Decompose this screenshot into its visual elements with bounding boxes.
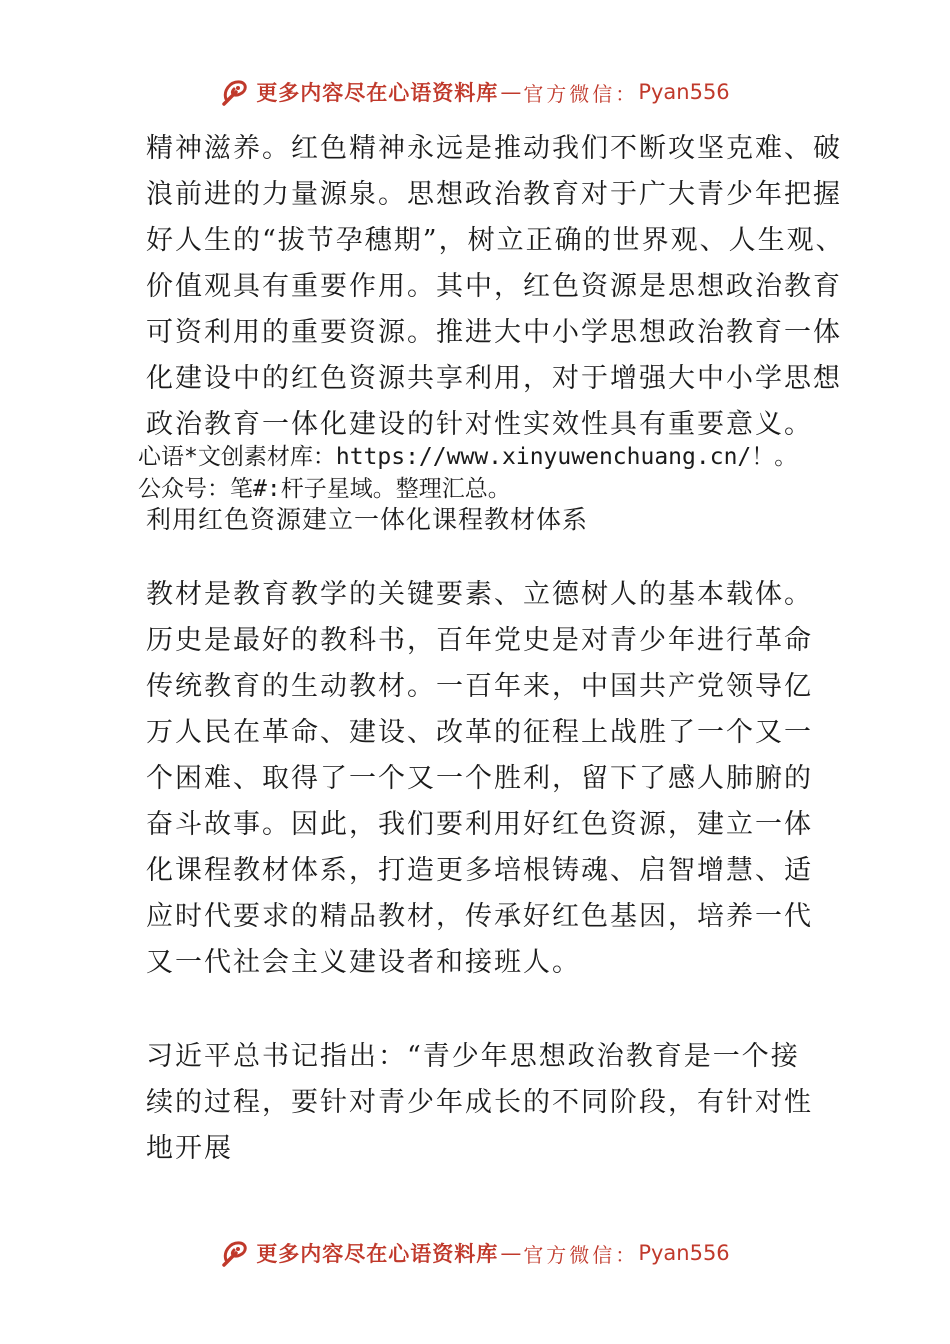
banner-wechat-label: 官方微信： [523, 1242, 639, 1267]
footer-banner [0, 1231, 950, 1275]
body-paragraph-2: 教材是教育教学的关键要素、立德树人的基本载体。历史是最好的教科书，百年党史是对青少年进行革命传统教育的生动教材。一百年来，中国共产党领导亿万人民在革命、建设、改革的征程上战胜了一个又一个困难、取得了一个又一个胜利，留下了感人肺腑的奋斗故事。因此，我们要利用好红色资源，建立一体化课程教材体系，打造更多培根铸魂、启智增慧、适应时代要求的精品教材，传承好红色基因，培养一代又一代社会主义建设者和接班人。 [146, 579, 813, 978]
banner-brand-text: 更多内容尽在心语资料库 [256, 1242, 499, 1266]
header-banner [0, 70, 950, 114]
banner-brand-text: 更多内容尽在心语资料库 [256, 81, 499, 105]
brush-stroke-logo-icon [220, 1238, 250, 1268]
banner-wechat-id: Pyan556 [638, 80, 730, 104]
banner-wechat-label: 官方微信： [523, 81, 639, 106]
banner-wechat-id: Pyan556 [638, 1241, 730, 1265]
body-paragraph-3: 习近平总书记指出：“青少年思想政治教育是一个接续的过程，要针对青少年成长的不同阶段，有针对性地开展 [146, 1041, 813, 1164]
watermark-line-2: 公众号：笔#:杆子星域。整理汇总。 [138, 476, 511, 502]
section-subheading: 利用红色资源建立一体化课程教材体系 [146, 505, 589, 534]
watermark-line-1: 心语*文创素材库：https://www.xinyuwenchuang.cn/！。 [138, 444, 798, 470]
banner-dash: — [500, 80, 522, 104]
body-paragraph-1: 精神滋养。红色精神永远是推动我们不断攻坚克难、破浪前进的力量源泉。思想政治教育对于广大青少年把握好人生的“拔节孕穗期”，树立正确的世界观、人生观、价值观具有重要作用。其中，红色资源是思想政治教育可资利用的重要资源。推进大中小学思想政治教育一体化建设中的红色资源共享利用，对于增强大中小学思想政治教育一体化建设的针对性实效性具有重要意义。 [146, 133, 845, 440]
banner-dash: — [500, 1241, 522, 1265]
brush-stroke-logo-icon [220, 77, 250, 107]
